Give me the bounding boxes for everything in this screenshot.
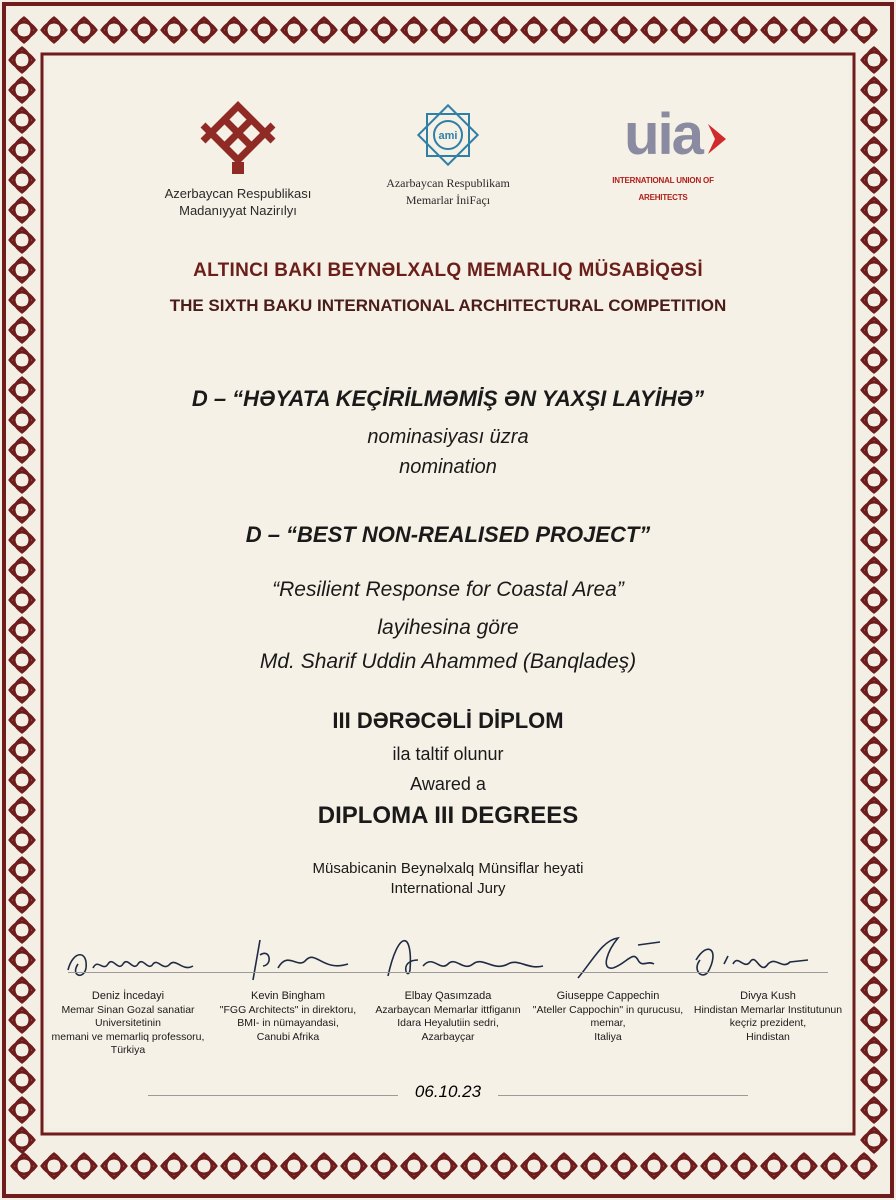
logo-row xyxy=(48,100,848,270)
competition-title-az: ALTINCI BAKI BEYNƏLXALQ MEMARLIQ MÜSABİQƏSİ xyxy=(193,260,703,281)
project-sub: layihesina göre xyxy=(377,616,519,639)
ami-mark: ami xyxy=(438,130,458,142)
ami-star-icon xyxy=(413,100,483,170)
certificate-date: 06.10.23 xyxy=(414,1082,482,1101)
signer-block xyxy=(528,990,688,1044)
signature-line xyxy=(68,972,828,973)
diploma-en-sub: Awared a xyxy=(410,774,486,794)
signatures-area xyxy=(48,920,848,990)
uia-arrow-icon xyxy=(706,122,728,156)
signer-title-line: Memar Sinan Gozal sanatiar xyxy=(61,1003,195,1016)
signer-title-line: Hindistan xyxy=(746,1030,790,1043)
signer-title-line: "Ateller Cappochin" in qurucusu, xyxy=(532,1003,684,1016)
signer-title-line: Türkiya xyxy=(110,1044,146,1056)
certificate-body xyxy=(48,60,848,1128)
nomination-en: D – “BEST NON-REALISED PROJECT” xyxy=(245,522,651,547)
ministry-name-line1: Azerbaycan Respublikası xyxy=(164,186,312,201)
ministry-knot-icon xyxy=(183,100,293,180)
diploma-en: DIPLOMA III DEGREES xyxy=(317,802,579,829)
signer-block xyxy=(368,990,528,1044)
signer-name: Elbay Qasımzada xyxy=(404,990,492,1002)
signer-title-line: Italiya xyxy=(594,1030,622,1043)
signature-scribble xyxy=(388,941,543,976)
uia-letters: uia xyxy=(624,102,702,167)
signature-scribble xyxy=(253,940,348,980)
project-title: “Resilient Response for Coastal Area” xyxy=(272,578,624,601)
ministry-name-line2: Madanıyyat Nazirılyı xyxy=(179,203,297,218)
uia-wordmark xyxy=(588,100,738,170)
uia-logo xyxy=(588,100,738,206)
diploma-az-sub: ila taltif olunur xyxy=(392,744,504,764)
signer-title-line: keçriz prezident, xyxy=(729,1017,807,1029)
uia-caption: INTERNATIONAL UNION OF AREHITECTS xyxy=(612,176,714,202)
nomination-en-sub: nomination xyxy=(399,456,497,478)
signer-title-line: Azarbaycan Memarlar ittfiganın xyxy=(375,1003,521,1016)
signer-name: Giuseppe Cappechin xyxy=(556,990,660,1002)
ministry-logo xyxy=(138,100,338,219)
signer-name: Divya Kush xyxy=(740,990,796,1002)
signer-title-line: BMI- in nümayandasi, xyxy=(237,1017,339,1029)
date-line-right xyxy=(498,1095,748,1096)
signer-title-line: Azarbayçar xyxy=(421,1030,475,1043)
signer-block xyxy=(48,990,208,1058)
signer-title-line: Hindistan Memarlar Institutunun xyxy=(693,1003,843,1016)
jury-az: Müsabicanin Beynəlxalq Münsiflar heyati xyxy=(312,860,584,877)
signer-name: Deniz İncedayi xyxy=(91,990,165,1002)
nomination-az-sub: nominasiyası üzra xyxy=(367,426,529,448)
signer-block xyxy=(208,990,368,1044)
union-name-line1: Azarbaycan Respublikam xyxy=(386,176,510,190)
jury-en: International Jury xyxy=(390,880,506,897)
signer-title-line: "FGG Architects" in direktoru, xyxy=(219,1003,357,1016)
project-author: Md. Sharif Uddin Ahammed (Banqladeş) xyxy=(259,650,637,673)
competition-title-en: THE SIXTH BAKU INTERNATIONAL ARCHITECTURAL COMPETITION xyxy=(169,296,727,315)
signer-title-line: memani ve memarliq professoru, xyxy=(51,1030,205,1043)
signer-title-line: memar, xyxy=(590,1017,626,1029)
architects-union-logo xyxy=(368,100,528,209)
signer-block xyxy=(688,990,848,1044)
signer-title-line: Idara Heyalutiin sedri, xyxy=(397,1017,499,1029)
diploma-az: III DƏRƏCƏLİ DİPLOM xyxy=(332,708,564,733)
signer-title-line: Canubi Afrika xyxy=(256,1030,320,1043)
union-name-line2: Memarlar İniFaçı xyxy=(405,193,491,207)
signer-title-line: Universitetinin xyxy=(95,1017,161,1029)
signer-name: Kevin Bingham xyxy=(251,990,325,1002)
nomination-az: D – “HƏYATA KEÇİRİLMƏMİŞ ƏN YAXŞI LAYİHƏ” xyxy=(191,386,705,411)
